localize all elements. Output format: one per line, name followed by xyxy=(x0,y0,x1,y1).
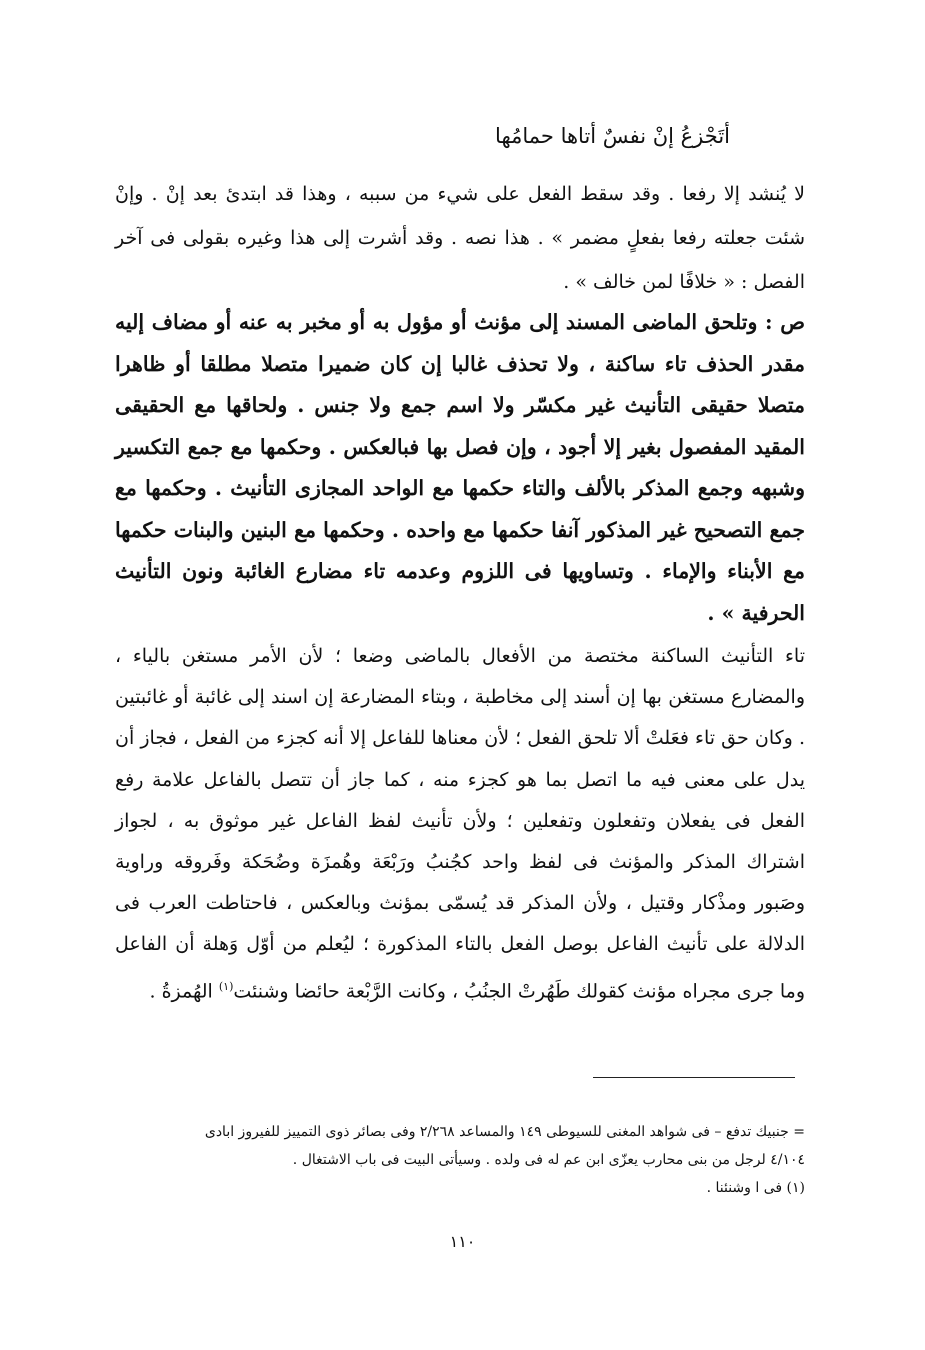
page-number: ١١٠ xyxy=(449,1232,476,1251)
explanation-text: تاء التأنيث الساكنة مختصة من الأفعال بالماضى وضعا ؛ لأن الأمر مستغن بالياء ، والمضارع مستغن بها إن أسند إلى مخاطبة ، وبتاء المضارعة إن اسند إلى غائبة أو غائبتين . وكان حق تاء فعَلتْ ألا تلحق الفعل ؛ لأن معناها للفاعل إلا أنه كجزء من الفعل ، فجاز أن يدل على معنى فيه ما اتصل بما هو كجزء منه ، كما جاز أن تتصل بالفاعل علامة رفع الفعل فى يفعلان وتفعلون وتفعلين ؛ ولأن تأنيث لفظ الفاعل غير موثوق به ، لجواز اشتراك المذكر والمؤنث فى لفظ واحد كجُنبُ ورَبْعَة وهُمزَة وضُحَكة وفَروقه وراوية وصَبور ومذْكار وقتيل ، ولأن المذكر قد يُسمّى بمؤنث وبالعكس ، فاحتاطت العرب فى الدلالة على تأنيث الفاعل بوصل الفعل بالتاء المذكورة ؛ ليُعلم من أوّل وَهلة أن الفاعل وما جرى مجراه مؤنث كقولك طَهُرتْ الجنُبُ ، وكانت الرَّبْعة حائضا وشنئت xyxy=(115,645,805,1002)
footnotes-section xyxy=(115,1118,805,1202)
explanation-text-end: الهُمزةُ . xyxy=(149,979,219,1002)
poetry-verse: أتَجْزعُ إنْ نفسٌ أتاها حمامُها xyxy=(495,124,730,148)
footnote-reference: (١) xyxy=(218,979,234,993)
footnote-divider xyxy=(593,1077,795,1078)
explanation-paragraph xyxy=(115,636,805,1012)
main-text-paragraph: ص : وتلحق الماضى المسند إلى مؤنث أو مؤول به أو مخبر به عنه أو مضاف إليه مقدر الحذف تاء ساكنة ، ولا تحذف غالبا إن كان ضميرا متصلا مطلقا أو ظاهرا متصلا حقيقى التأنيث غير مكسّر ولا اسم جمع ولا جنس . ولحاقها مع الحقيقى المقيد المفصول بغير إلا أجود ، وإن فصل بها فبالعكس . وحكمها مع جمع التكسير وشبهه وجمع المذكر بالألف والتاء حكمها مع الواحد المجازى التأنيث . وحكمها مع جمع التصحيح غير المذكور آنفا حكمها مع واحده . وحكمها مع البنين والبنات حكمها مع الأبناء والإماء . وتساويها فى اللزوم وعدمه تاء مضارع الغائبة ونون التأنيث الحرفية » . xyxy=(115,310,805,625)
footnote-line: (١) فى ا وشنئنا . xyxy=(706,1180,805,1196)
footnote-line: = جنبيك تدفع – فى شواهد المغنى للسيوطى ١٤٩ والمساعد ٢/٢٦٨ وفى بصائر ذوى التمييز للفيروز ابادى xyxy=(204,1124,805,1140)
commentary-paragraph: لا يُنشد إلا رفعا . وقد سقط الفعل على شيء من سببه ، وهذا قد ابتدئ بعد إنْ . وإنْ شئت جعلته رفعا بفعلٍ مضمر » . هذا نصه . وقد أشرت إلى هذا وغيره بقولى فى آخر الفصل : « خلافًا لمن خالف » . xyxy=(115,183,805,293)
footnote-line: ٤/١٠٤ لرجل من بنى محارب يعزّى ابن عم له فى ولده . وسيأتى البيت فى باب الاشتغال . xyxy=(292,1152,805,1168)
